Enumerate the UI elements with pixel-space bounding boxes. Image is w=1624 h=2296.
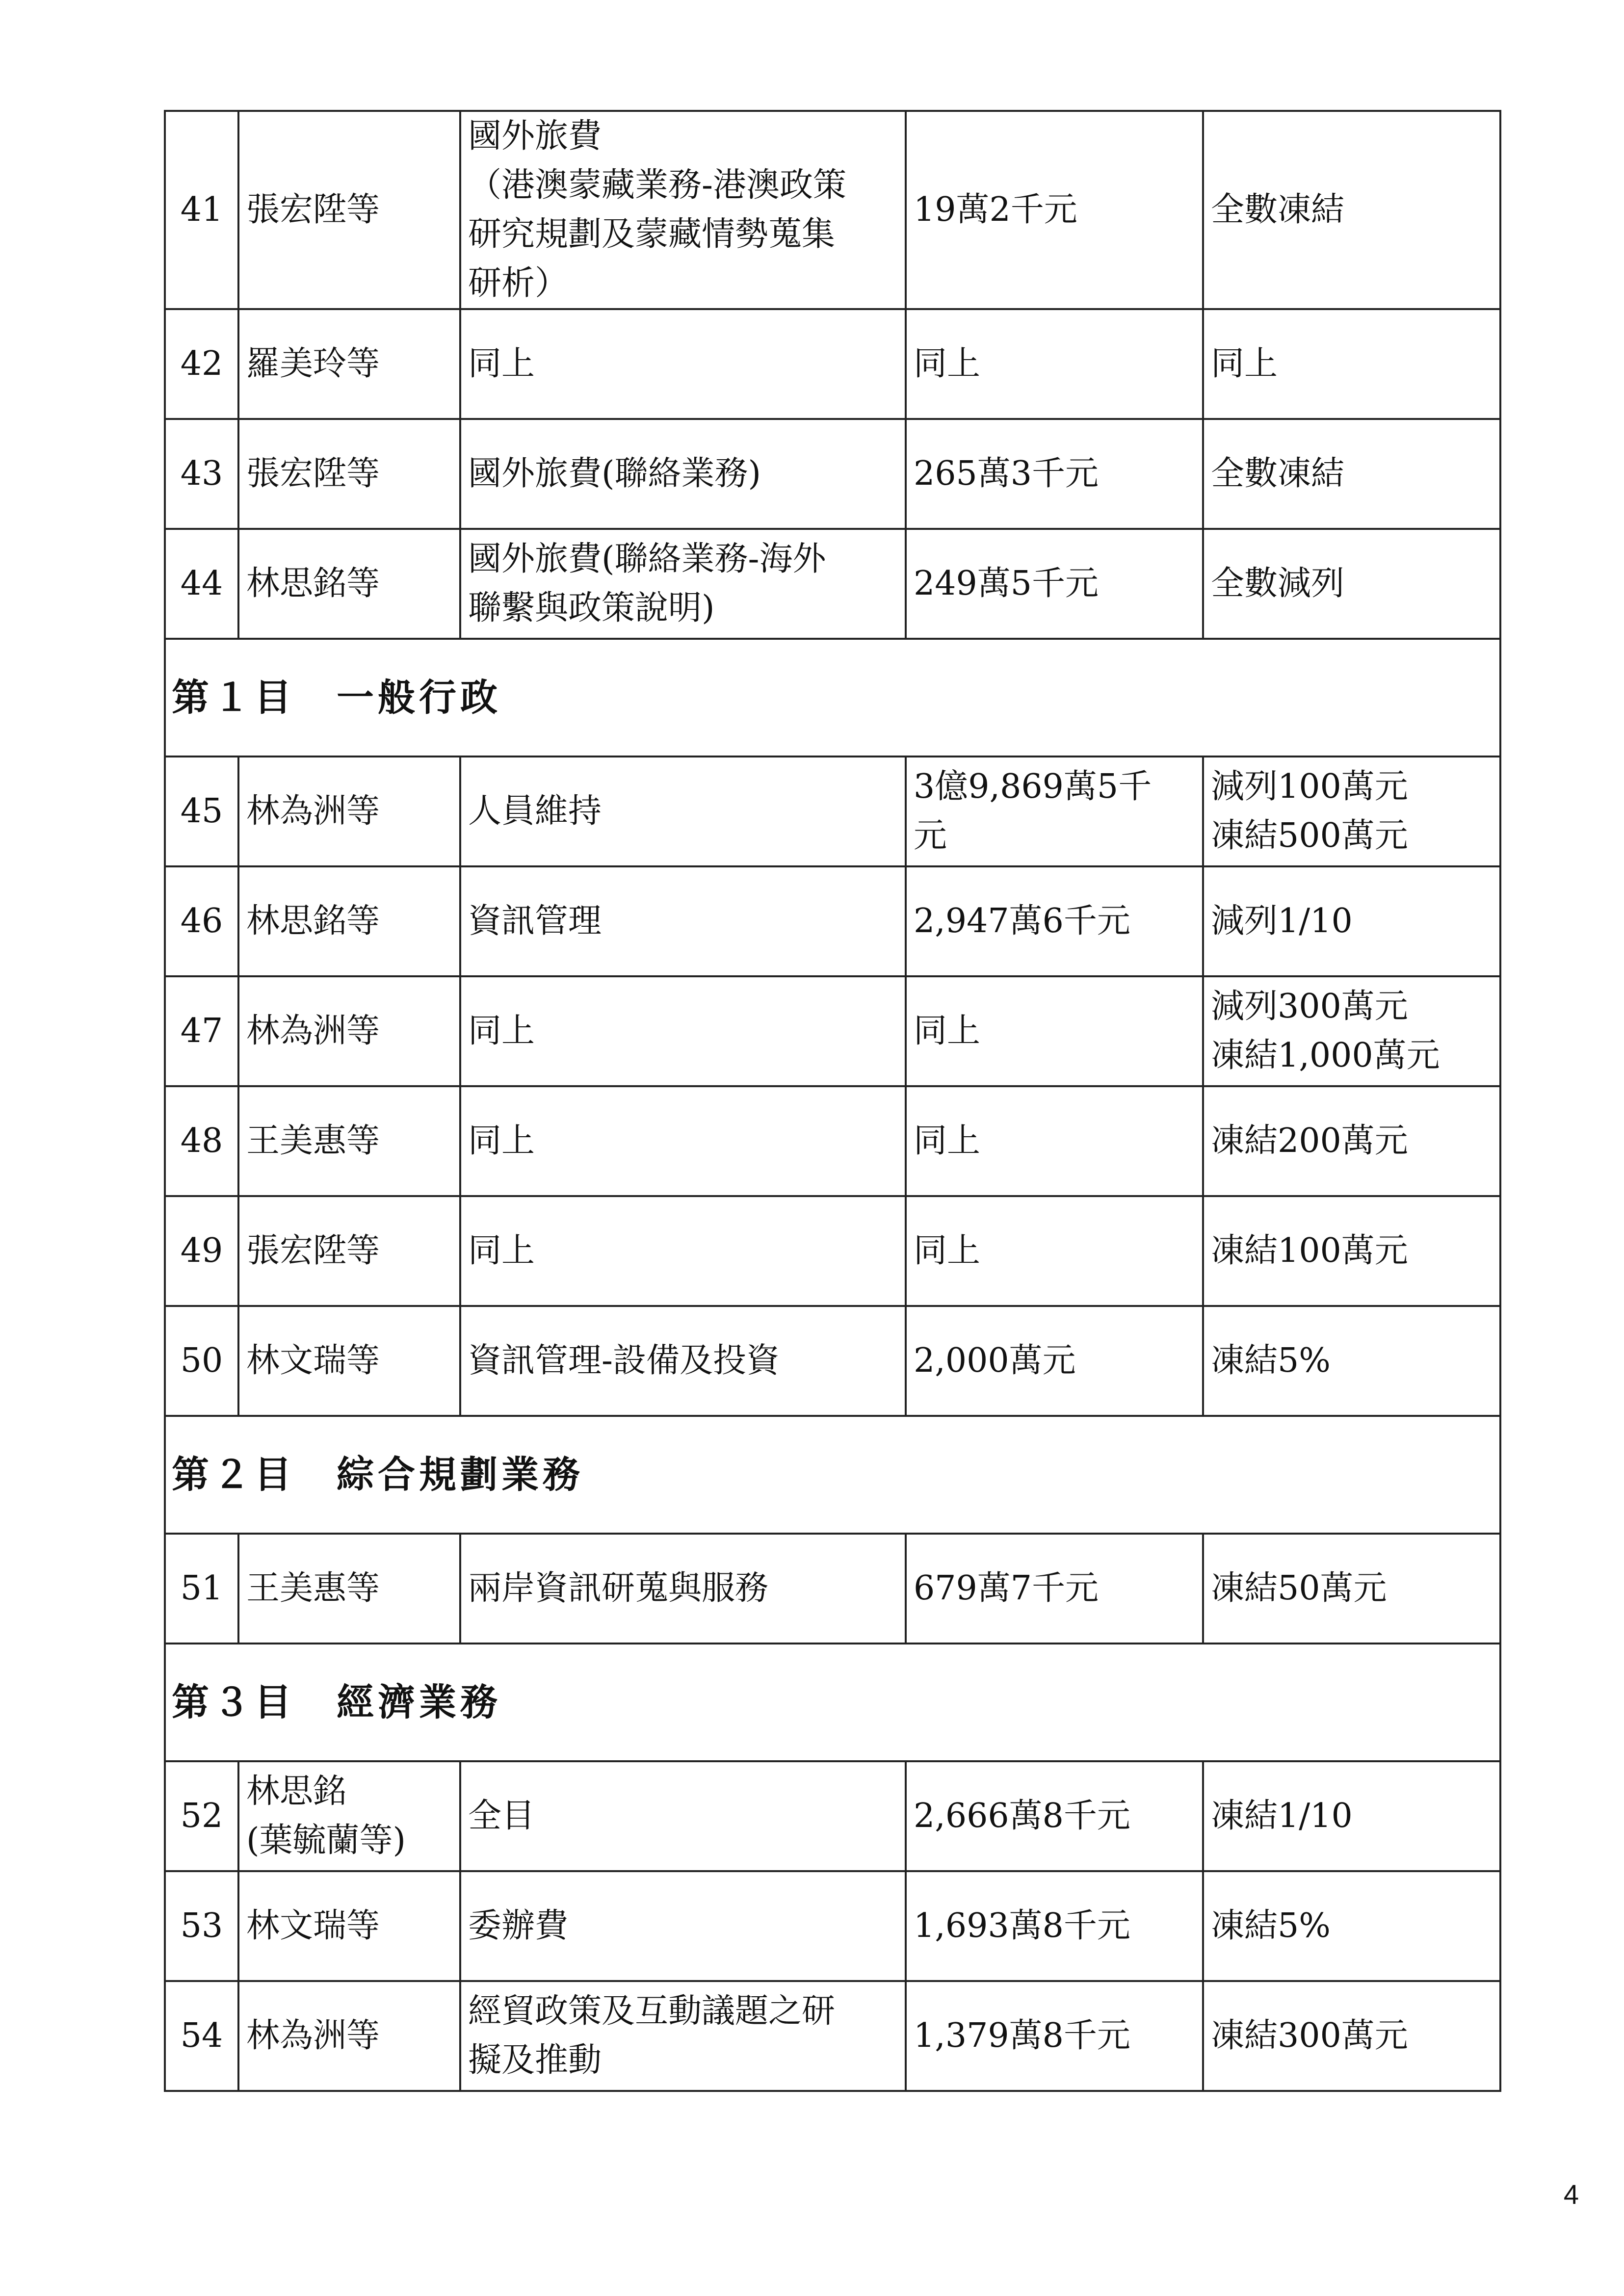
item-cell-line: 資訊管理 [468, 902, 602, 940]
action-cell-line: 減列100萬元 [1211, 767, 1408, 806]
proposer-cell [238, 529, 460, 639]
proposer-cell-line: 羅美玲等 [246, 344, 380, 383]
action-cell [1203, 1306, 1500, 1416]
item-cell-line: 研析） [468, 264, 569, 303]
action-cell-line: 全數凍結 [1211, 454, 1345, 493]
item-cell-line: 人員維持 [468, 792, 602, 831]
amount-cell-line: 2,000萬元 [914, 1341, 1076, 1380]
item-cell-line: 國外旅費(聯絡業務-海外 [468, 540, 826, 578]
table-row [165, 111, 1500, 309]
proposer-cell-line: 王美惠等 [246, 1122, 380, 1160]
amount-cell [906, 757, 1203, 866]
amount-cell [906, 866, 1203, 976]
table-row [165, 757, 1500, 866]
amount-cell [906, 1761, 1203, 1871]
amount-cell-line: 3億9,869萬5千 [914, 767, 1152, 806]
proposer-cell-line: 林為洲等 [246, 2016, 380, 2055]
amount-cell-line: 679萬7千元 [914, 1569, 1099, 1608]
amount-cell [906, 1871, 1203, 1981]
proposer-cell [238, 1196, 460, 1306]
proposer-cell [238, 309, 460, 419]
item-cell [460, 757, 906, 866]
row-number: 52 [165, 1761, 238, 1871]
item-cell-line: （港澳蒙藏業務-港澳政策 [468, 166, 846, 205]
row-number: 44 [165, 529, 238, 639]
amount-cell-line: 同上 [914, 1012, 981, 1050]
proposer-cell-line: 林思銘等 [246, 564, 380, 603]
proposer-cell-line: 張宏陞等 [246, 454, 380, 493]
proposer-cell [238, 1981, 460, 2091]
row-number: 53 [165, 1871, 238, 1981]
proposer-cell-line: 林思銘 [246, 1772, 347, 1811]
table-row [165, 1196, 1500, 1306]
action-cell-line: 同上 [1211, 344, 1278, 383]
table-row [165, 1871, 1500, 1981]
action-cell-line: 凍結1/10 [1211, 1797, 1353, 1835]
table-row [165, 1534, 1500, 1644]
item-cell [460, 866, 906, 976]
action-cell-line: 凍結300萬元 [1211, 2016, 1408, 2055]
amount-cell-line: 同上 [914, 1231, 981, 1270]
row-number: 43 [165, 419, 238, 529]
proposer-cell [238, 757, 460, 866]
proposer-cell-line: 林思銘等 [246, 902, 380, 940]
action-cell [1203, 529, 1500, 639]
row-number: 54 [165, 1981, 238, 2091]
proposer-cell [238, 976, 460, 1086]
item-cell [460, 1534, 906, 1644]
row-number: 49 [165, 1196, 238, 1306]
action-cell-line: 減列300萬元 [1211, 987, 1408, 1026]
amount-cell-line: 19萬2千元 [914, 190, 1077, 229]
proposer-cell [238, 866, 460, 976]
action-cell-line: 全數減列 [1211, 564, 1345, 603]
action-cell [1203, 419, 1500, 529]
item-cell [460, 1306, 906, 1416]
section-header-row [165, 1644, 1500, 1761]
table-row [165, 1981, 1500, 2091]
item-cell [460, 1981, 906, 2091]
item-cell-line: 同上 [468, 1231, 535, 1270]
action-cell [1203, 976, 1500, 1086]
proposer-cell [238, 1306, 460, 1416]
table-row [165, 529, 1500, 639]
row-number: 51 [165, 1534, 238, 1644]
item-cell-line: 資訊管理-設備及投資 [468, 1341, 780, 1380]
row-number: 50 [165, 1306, 238, 1416]
action-cell [1203, 1534, 1500, 1644]
action-cell-line: 凍結1,000萬元 [1211, 1036, 1440, 1075]
action-cell [1203, 866, 1500, 976]
item-cell [460, 111, 906, 309]
table-row [165, 419, 1500, 529]
item-cell-line: 國外旅費(聯絡業務) [468, 454, 761, 493]
table-row [165, 976, 1500, 1086]
item-cell-line: 同上 [468, 344, 535, 383]
action-cell-line: 減列1/10 [1211, 902, 1353, 940]
row-number: 42 [165, 309, 238, 419]
item-cell [460, 976, 906, 1086]
item-cell [460, 309, 906, 419]
action-cell-line: 凍結5% [1211, 1341, 1331, 1380]
section-title: 第１目 一般行政 [165, 639, 1500, 757]
action-cell-line: 凍結5% [1211, 1906, 1331, 1945]
page-number: 4 [1563, 2179, 1579, 2210]
table-row [165, 866, 1500, 976]
table-row [165, 309, 1500, 419]
proposer-cell [238, 1086, 460, 1196]
amount-cell [906, 1306, 1203, 1416]
item-cell-line: 研究規劃及蒙藏情勢蒐集 [468, 215, 836, 254]
amount-cell [906, 111, 1203, 309]
proposer-cell [238, 419, 460, 529]
row-number: 41 [165, 111, 238, 309]
amount-cell-line: 265萬3千元 [914, 454, 1099, 493]
amount-cell-line: 249萬5千元 [914, 564, 1099, 603]
row-number: 48 [165, 1086, 238, 1196]
item-cell-line: 國外旅費 [468, 117, 602, 156]
item-cell-line: 聯繫與政策說明) [468, 589, 715, 627]
item-cell-line: 經貿政策及互動議題之研 [468, 1992, 836, 2031]
amount-cell [906, 1534, 1203, 1644]
item-cell [460, 1086, 906, 1196]
action-cell [1203, 1196, 1500, 1306]
item-cell [460, 419, 906, 529]
amount-cell-line: 同上 [914, 344, 981, 383]
action-cell [1203, 1981, 1500, 2091]
proposer-cell-line: 林為洲等 [246, 792, 380, 831]
action-cell-line: 凍結50萬元 [1211, 1569, 1387, 1608]
table-row [165, 1761, 1500, 1871]
amount-cell-line: 2,666萬8千元 [914, 1797, 1130, 1835]
amount-cell-line: 2,947萬6千元 [914, 902, 1130, 940]
row-number: 47 [165, 976, 238, 1086]
proposer-cell-line: 林文瑞等 [246, 1341, 380, 1380]
item-cell-line: 擬及推動 [468, 2041, 602, 2080]
item-cell-line: 委辦費 [468, 1906, 569, 1945]
section-header-row [165, 1416, 1500, 1534]
item-cell [460, 1761, 906, 1871]
amount-cell [906, 529, 1203, 639]
proposer-cell-line: 王美惠等 [246, 1569, 380, 1608]
amount-cell [906, 1086, 1203, 1196]
action-cell [1203, 1761, 1500, 1871]
action-cell-line: 凍結100萬元 [1211, 1231, 1408, 1270]
proposer-cell-line: 張宏陞等 [246, 1231, 380, 1270]
proposer-cell-line: 林為洲等 [246, 1012, 380, 1050]
item-cell-line: 同上 [468, 1012, 535, 1050]
action-cell [1203, 1871, 1500, 1981]
proposer-cell-line: 張宏陞等 [246, 190, 380, 229]
proposer-cell-line: 林文瑞等 [246, 1906, 380, 1945]
budget-table [164, 110, 1501, 2092]
amount-cell-line: 1,379萬8千元 [914, 2016, 1130, 2055]
section-header-row [165, 639, 1500, 757]
row-number: 45 [165, 757, 238, 866]
action-cell [1203, 757, 1500, 866]
amount-cell-line: 元 [914, 816, 947, 855]
item-cell [460, 529, 906, 639]
section-title: 第３目 經濟業務 [165, 1644, 1500, 1761]
item-cell-line: 全目 [468, 1797, 535, 1835]
table-row [165, 1306, 1500, 1416]
amount-cell-line: 1,693萬8千元 [914, 1906, 1130, 1945]
amount-cell [906, 1196, 1203, 1306]
proposer-cell-line: (葉毓蘭等) [246, 1821, 406, 1860]
action-cell-line: 凍結200萬元 [1211, 1122, 1408, 1160]
item-cell [460, 1196, 906, 1306]
item-cell-line: 兩岸資訊研蒐與服務 [468, 1569, 769, 1608]
section-title: 第２目 綜合規劃業務 [165, 1416, 1500, 1534]
amount-cell [906, 1981, 1203, 2091]
table-row [165, 1086, 1500, 1196]
action-cell-line: 凍結500萬元 [1211, 816, 1408, 855]
action-cell [1203, 111, 1500, 309]
amount-cell [906, 976, 1203, 1086]
row-number: 46 [165, 866, 238, 976]
proposer-cell [238, 1871, 460, 1981]
amount-cell [906, 419, 1203, 529]
amount-cell-line: 同上 [914, 1122, 981, 1160]
action-cell-line: 全數凍結 [1211, 190, 1345, 229]
proposer-cell [238, 1534, 460, 1644]
action-cell [1203, 309, 1500, 419]
item-cell [460, 1871, 906, 1981]
amount-cell [906, 309, 1203, 419]
proposer-cell [238, 1761, 460, 1871]
item-cell-line: 同上 [468, 1122, 535, 1160]
action-cell [1203, 1086, 1500, 1196]
proposer-cell [238, 111, 460, 309]
